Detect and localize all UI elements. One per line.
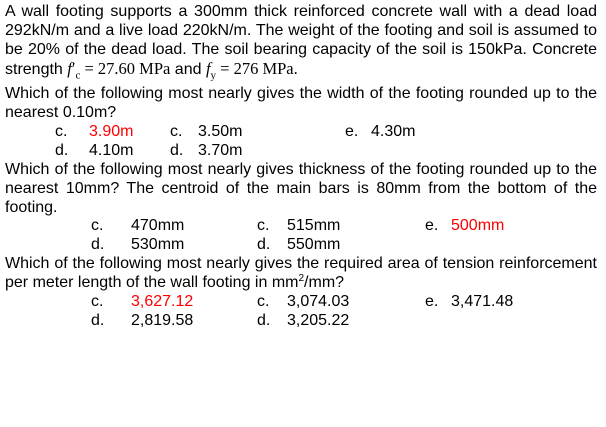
option-value: 3,205.22 [287, 312, 350, 330]
document [5, 3, 597, 331]
option-item[interactable]: c. 3,627.12 [91, 293, 194, 311]
option-value: 4.30m [371, 122, 416, 140]
option-value-answer: 3,627.12 [131, 293, 194, 311]
option-value: 3.70m [198, 141, 243, 159]
and-word: and [170, 60, 202, 78]
option-row [5, 123, 597, 142]
option-row [5, 217, 597, 236]
option-value: 2,819.58 [131, 312, 194, 330]
option-item[interactable]: c. 3,074.03 [257, 293, 350, 311]
question-2-text: Which of the following most nearly gives thickness of the footing rounded up to the nearest 10mm? The centroid of the main bars is 80mm from the bottom of the footing. [5, 160, 597, 216]
problem-statement [5, 3, 597, 85]
option-value: 530mm [131, 236, 185, 254]
option-item[interactable]: d. 3,205.22 [257, 312, 350, 330]
problem-intro: A wall footing supports a 300mm thick reinforced concrete wall with a dead load 292kN/m and a live load 220kN/m. The weight of the footing and soil is assumed to be 20% of the dead load. The soil bearing capacity of the soil is 150kPa. Concrete strength [5, 3, 597, 78]
option-item[interactable]: e. 500mm [425, 217, 505, 235]
option-item[interactable]: c. 515mm [257, 217, 341, 235]
option-value: 3,471.48 [451, 293, 514, 311]
option-item[interactable]: e. 4.30m [345, 122, 416, 140]
option-row [5, 312, 597, 331]
question-1-options [5, 123, 597, 161]
fy-formula: $f_y = 276$ MPa. [205, 58, 298, 82]
option-item[interactable]: d. 4.10m [55, 141, 134, 159]
option-value-answer: 3.90m [89, 122, 134, 140]
option-value-answer: 500mm [451, 217, 505, 235]
question-1-text: Which of the following most nearly gives the width of the footing rounded up to the nearest 0.10m? [5, 84, 597, 121]
question-3-text: Which of the following most nearly gives the required area of tension reinforcement per meter length of the wall footing in $mm^2/mm$? [5, 255, 597, 292]
option-value: 4.10m [89, 141, 134, 159]
option-item[interactable]: c. 3.90m [55, 122, 134, 140]
option-value: 3,074.03 [287, 293, 350, 311]
option-value: 515mm [287, 217, 341, 235]
option-item[interactable]: d. 3.70m [170, 141, 243, 159]
fc-formula: $f'_c = 27.60$ MPa [67, 58, 171, 82]
option-item[interactable]: e. 3,471.48 [425, 293, 514, 311]
option-value: 550mm [287, 236, 341, 254]
option-item[interactable]: d. 530mm [91, 236, 185, 254]
option-item[interactable]: c. 3.50m [170, 122, 243, 140]
question-2-options [5, 217, 597, 255]
option-item[interactable]: d. 2,819.58 [91, 312, 194, 330]
option-value: 470mm [131, 217, 185, 235]
option-value: 3.50m [198, 122, 243, 140]
option-item[interactable]: d. 550mm [257, 236, 341, 254]
option-row [5, 142, 597, 161]
option-row [5, 293, 597, 312]
option-item[interactable]: c. 470mm [91, 217, 185, 235]
option-row [5, 236, 597, 255]
question-3-options [5, 293, 597, 331]
